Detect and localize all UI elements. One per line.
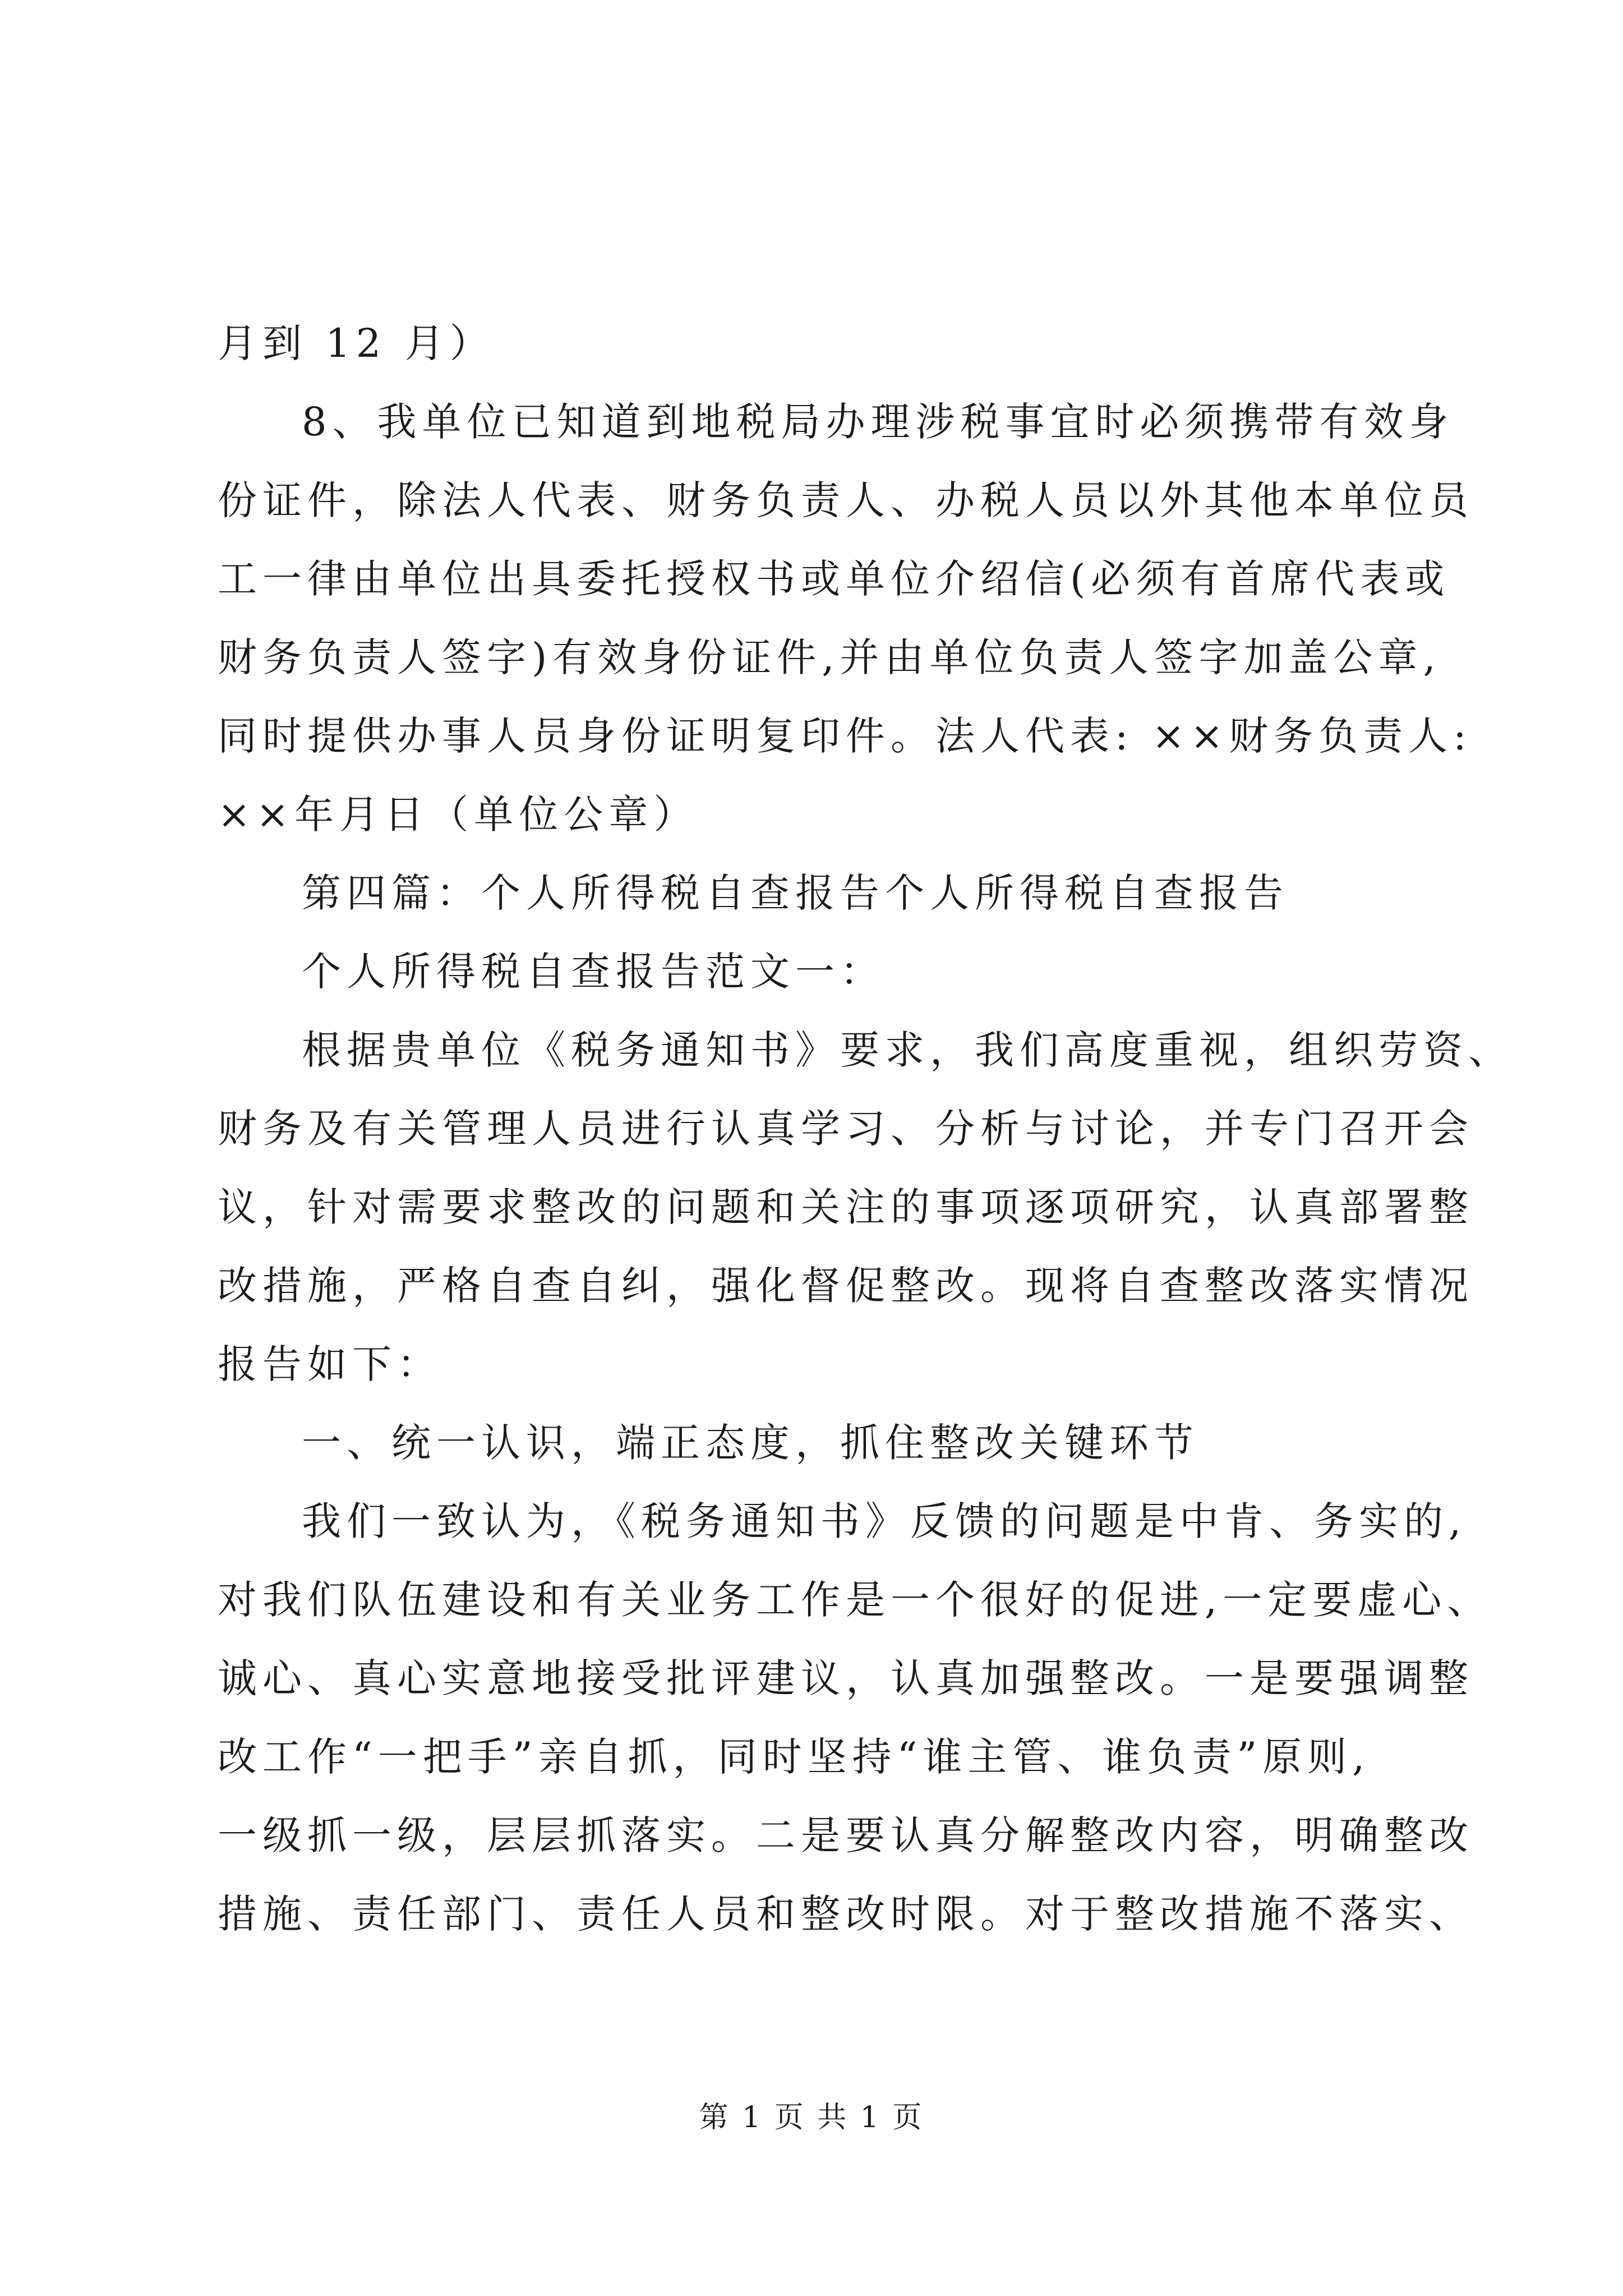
text-line: 对我们队伍建设和有关业务工作是一个很好的促进,一定要虚心、 (218, 1577, 1492, 1623)
point-heading: 一、统一认识，端正态度，抓住整改关键环节 (302, 1420, 1199, 1466)
page-footer (0, 2098, 1623, 2137)
text-line: 诚心、真心实意地接受批评建议，认真加强整改。一是要强调整 (218, 1655, 1474, 1701)
page-number: 第 1 页 共 1 页 (699, 2101, 924, 2134)
text-line: ××年月日（单位公章） (218, 792, 699, 838)
text-line: 我们一致认为，《税务通知书》反馈的问题是中肯、务实的, (302, 1498, 1467, 1544)
text-line: 议，针对需要求整改的问题和关注的事项逐项研究，认真部署整 (218, 1184, 1474, 1230)
document-body (218, 304, 1513, 1953)
text-line: 份证件，除法人代表、财务负责人、办税人员以外其他本单位员 (218, 477, 1474, 523)
text-line: 财务负责人签字)有效身份证件,并由单位负责人签字加盖公章, (218, 634, 1441, 680)
text-line: 财务及有关管理人员进行认真学习、分析与讨论，并专门召开会 (218, 1106, 1474, 1152)
text-line: 月到 12 月） (218, 320, 495, 366)
text-line: 措施、责任部门、责任人员和整改时限。对于整改措施不落实、 (218, 1891, 1474, 1937)
text-line: 改措施，严格自查自纠，强化督促整改。现将自查整改落实情况 (218, 1263, 1474, 1309)
subsection-heading: 个人所得税自查报告范文一： (302, 949, 885, 995)
text-line: 一级抓一级，层层抓落实。二是要认真分解整改内容，明确整改 (218, 1812, 1474, 1858)
text-line: 报告如下： (218, 1341, 442, 1387)
text-line: 改工作“一把手”亲自抓，同时坚持“谁主管、谁负责”原则, (218, 1734, 1371, 1780)
text-line: 同时提供办事人员身份证明复印件。法人代表: ××财务负责人: (218, 713, 1472, 759)
text-line: 根据贵单位《税务通知书》要求，我们高度重视，组织劳资、 (302, 1027, 1513, 1073)
text-line: 工一律由单位出具委托授权书或单位介绍信(必须有首席代表或 (218, 556, 1450, 602)
text-line: 8、我单位已知道到地税局办理涉税事宜时必须携带有效身 (302, 399, 1454, 445)
section-heading: 第四篇：个人所得税自查报告个人所得税自查报告 (302, 870, 1289, 916)
